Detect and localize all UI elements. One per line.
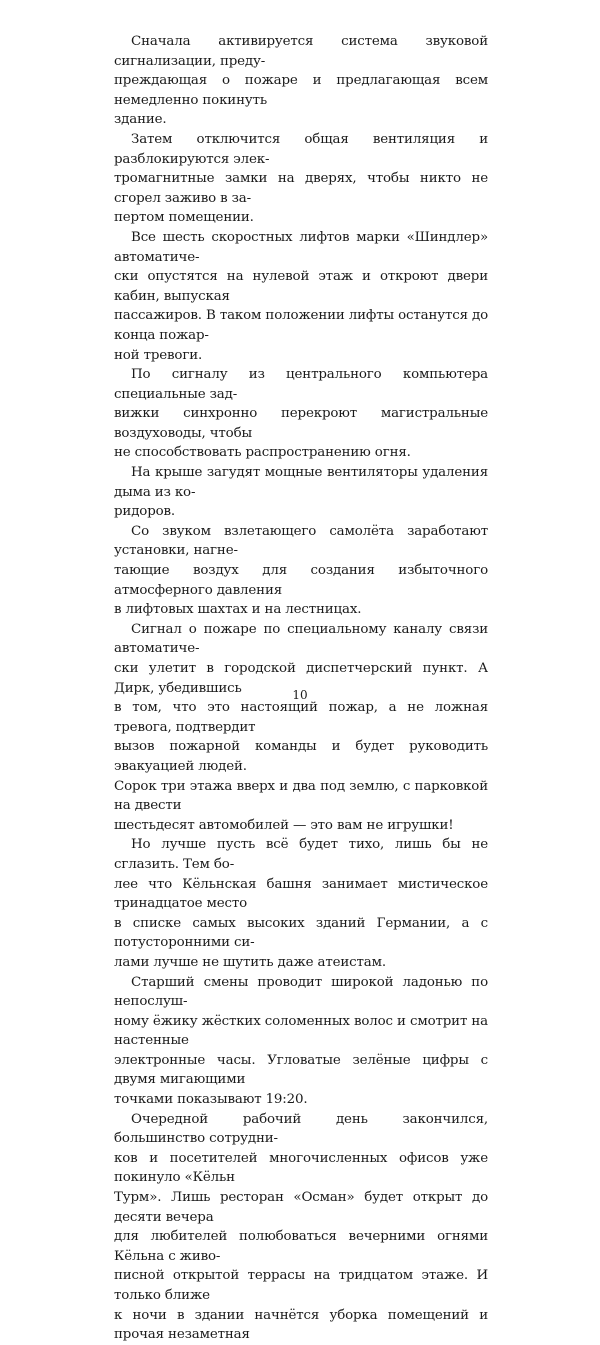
paragraph-ventilation: Затем отключится общая вентиляция и разблокируются элек- тромагнитные замки на дверях, чтобы никто не сгорел заживо в за- пертом помещении. — [114, 131, 488, 226]
paragraph-alarm: Сначала активируется система звуковой сигнализации, преду- преждающая о пожаре и предлагающая всем немедленно покинуть здание. — [114, 34, 488, 128]
page-number: 10 — [292, 688, 308, 702]
paragraph-elevators: Все шесть скоростных лифтов марки «Шиндлер» автоматиче- ски опустятся на нулевой этаж и откроют двери кабин, выпуская пассажиров. В таком положении лифты останутся до конца пожар- ной тревоги. — [114, 229, 488, 363]
paragraph-signal: Сигнал о пожаре по специальному каналу связи автоматиче- ски улетит в городской диспетчерский пункт. А Дирк, убедившись в том, что это настоящий пожар, а не ложная тревога, подтвердит вызов пожарной команды и будет руководить эвакуацией людей. Сорок три этажа вверх и два под землю, с парковкой на двести шестьдесят автомобилей — это вам не игрушки! — [114, 621, 488, 833]
paragraph-quiet: Но лучше пусть всё будет тихо, лишь бы не сглазить. Тем бо- лее что Кёльнская башня занимает мистическое тринадцатое место в списке самых высоких зданий Германии, а с потусторонними си- лами лучше не шутить даже атеистам. — [114, 837, 488, 970]
paragraph-workday: Очередной рабочий день закончился, большинство сотрудни- ков и посетителей многочисленных офисов уже покинуло «Кёльн Турм». Лишь ресторан «Осман» будет открыт до десяти вечера для любителей полюбоваться вечерними огнями Кёльна с живо- писной открытой террасы на тридцатом этаже. И только ближе к ночи в здании начнётся уборка помещений и прочая незаметная — [114, 1111, 488, 1343]
paragraph-pressure: Со звуком взлетающего самолёта заработают установки, нагне- тающие воздух для создания избыточного атмосферного давления в лифтовых шахтах и на лестницах. — [114, 523, 488, 618]
paragraph-smoke-fans: На крыше загудят мощные вентиляторы удаления дыма из ко- ридоров. — [114, 465, 488, 520]
paragraph-clock: Старший смены проводит широкой ладонью по непослуш- ному ёжику жёстких соломенных волос и смотрит на настенные электронные часы. Угловатые зелёные цифры с двумя мигающими точками показывают 19:20. — [114, 974, 488, 1108]
paragraph-dampers: По сигналу из центрального компьютера специальные зад- вижки синхронно перекроют магистральные воздуховоды, чтобы не способствовать распространению огня. — [114, 367, 488, 461]
